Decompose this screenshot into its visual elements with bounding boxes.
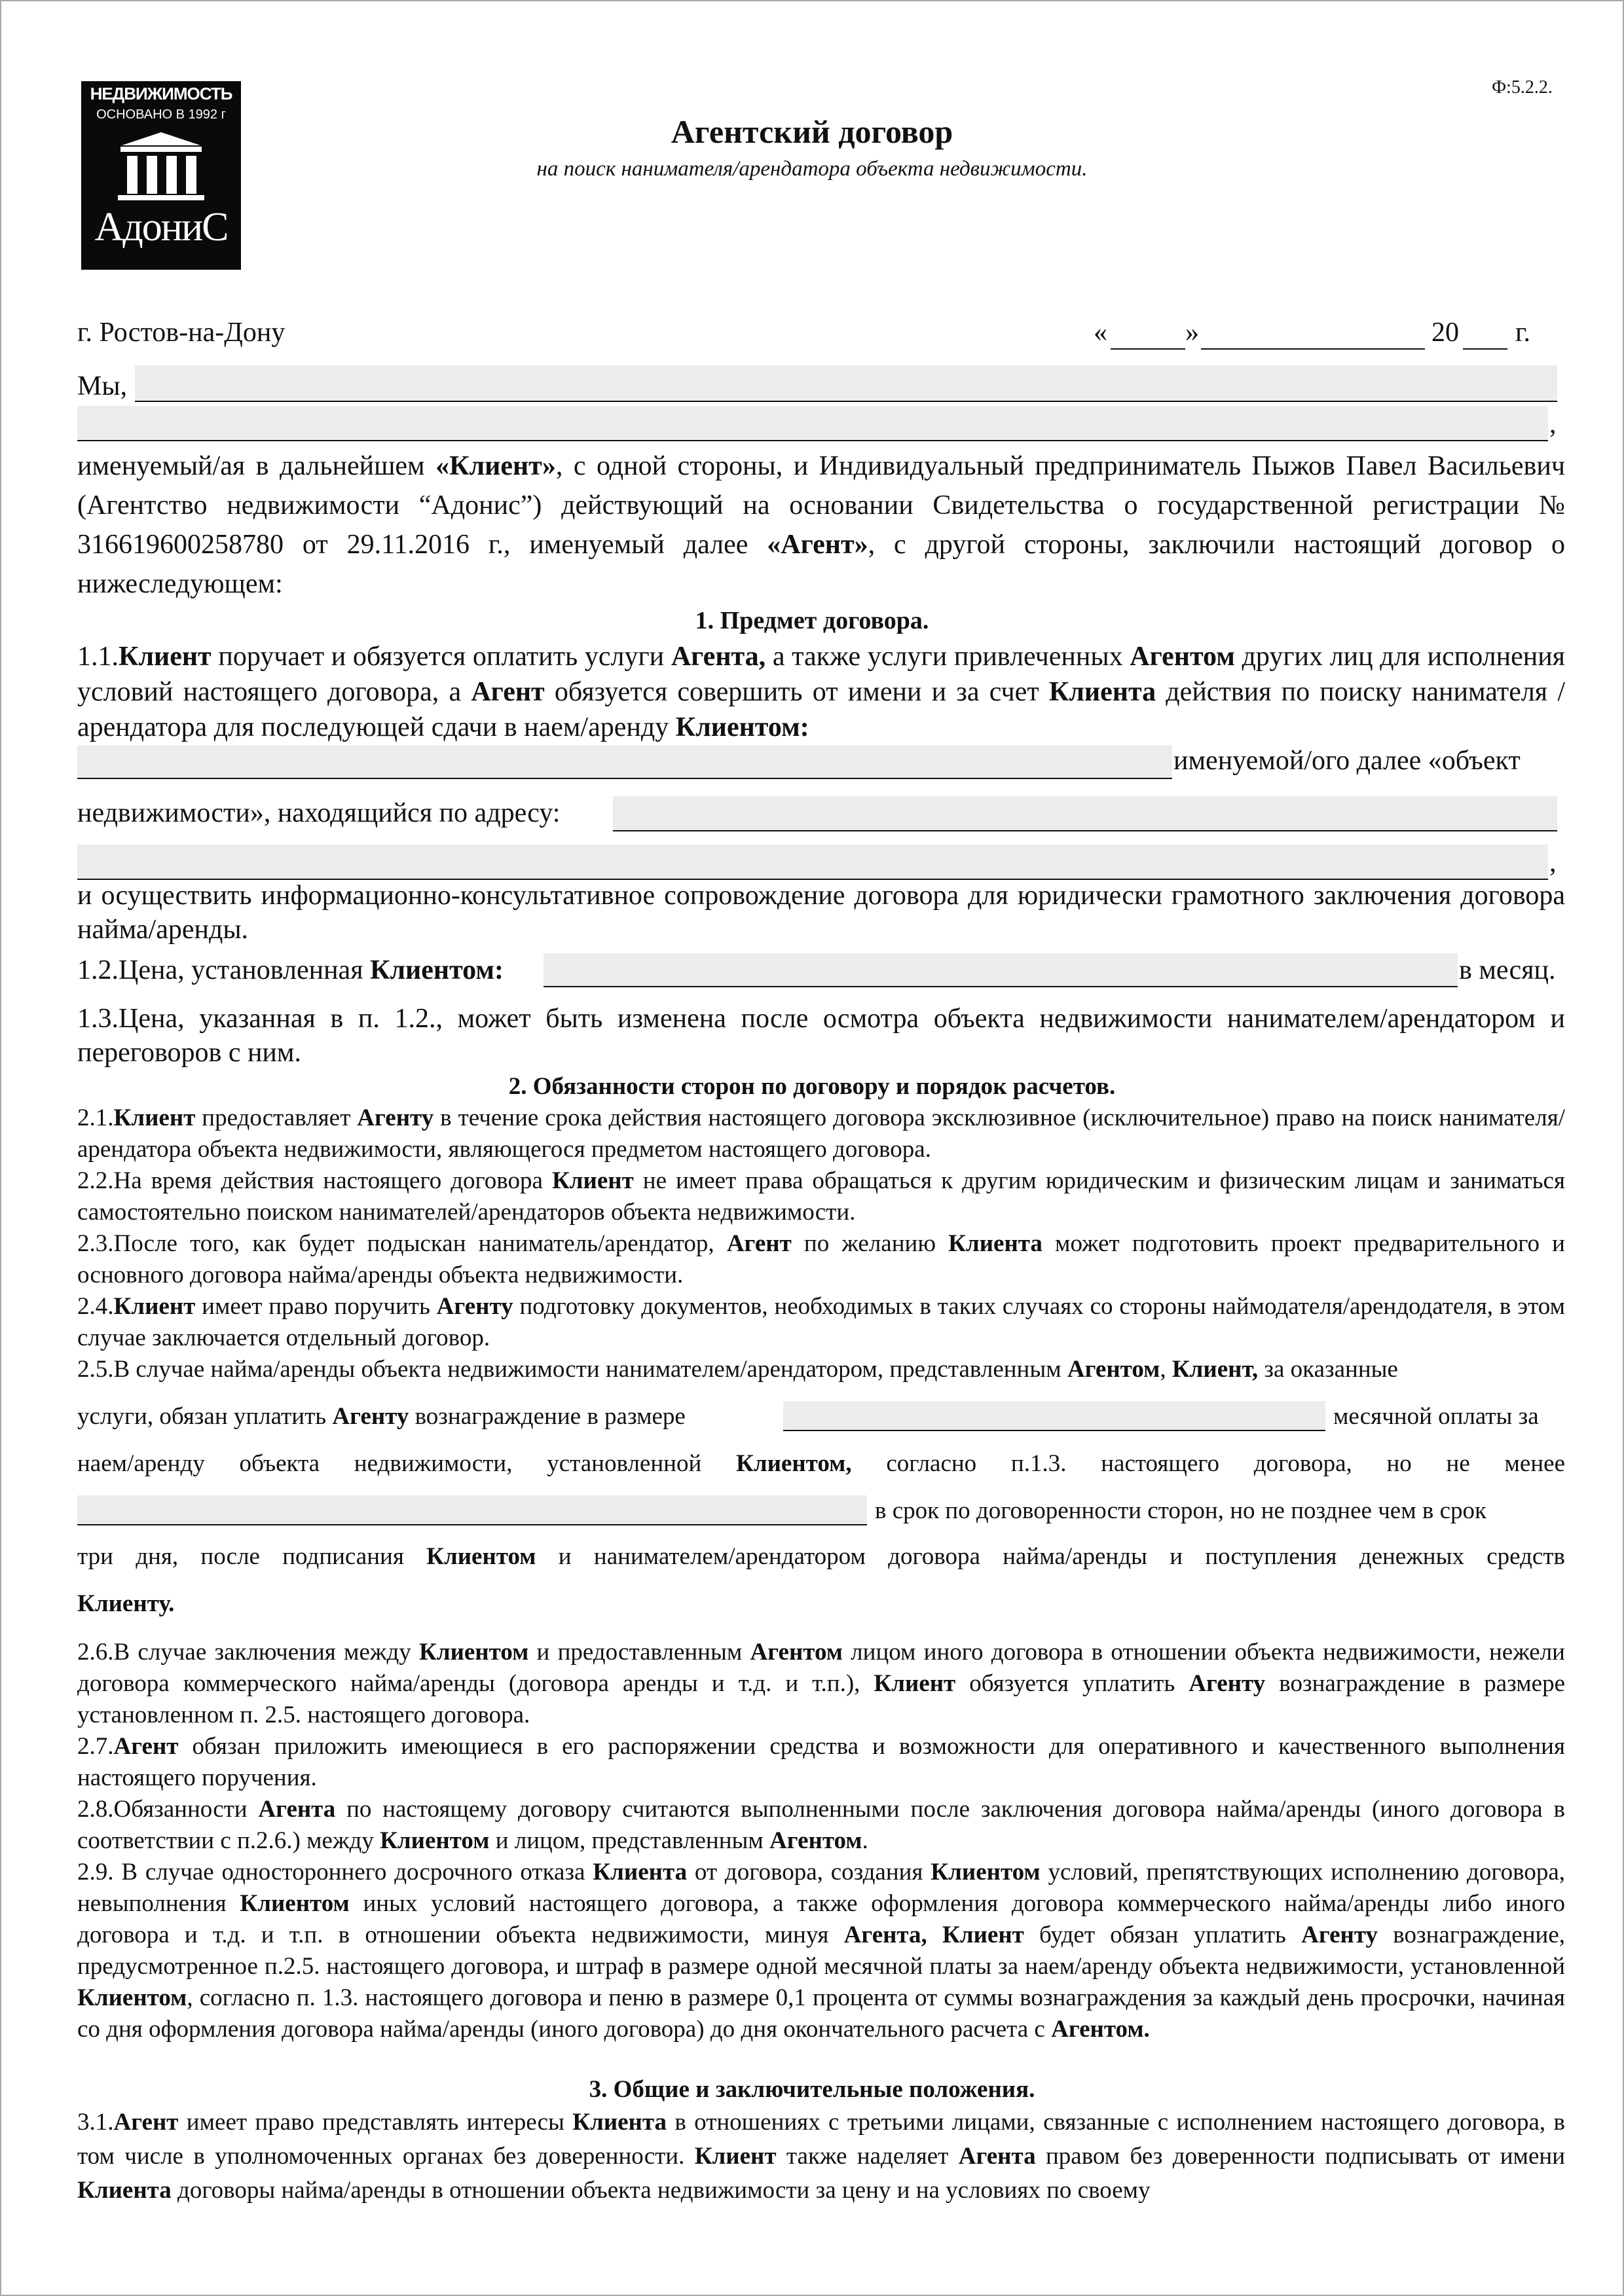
section-1-title: 1. Предмет договора. xyxy=(695,607,929,634)
clause-2-5-line2c: месячной оплаты за xyxy=(1333,1403,1539,1430)
clause-2-5-line4: в срок по договоренности сторон, но не позднее чем в срок xyxy=(875,1497,1487,1524)
clause-2-5-line5: три дня, после подписания Клиентом и нанимателем/арендатором договора найма/аренды и поступления денежных средств xyxy=(77,1543,1565,1570)
clause-2-5-line2a: услуги, обязан уплатить Агенту вознаграждение в размере xyxy=(77,1403,686,1430)
section-2-title: 2. Обязанности сторон по договору и порядок расчетов. xyxy=(508,1073,1116,1100)
section-3-title: 3. Общие и заключительные положения. xyxy=(589,2076,1035,2103)
object-type-field[interactable] xyxy=(77,745,1172,779)
date-year-prefix: 20 xyxy=(1431,318,1459,348)
comma: , xyxy=(1549,409,1557,439)
date-open-quote: « xyxy=(1094,318,1107,348)
date-year-suffix: г. xyxy=(1515,318,1530,348)
clause-2-3: 2.3.После того, как будет подыскан наниматель/арендатор, Агент по желанию Клиента может подготовить проект предварительного и основного договора найма/аренды объекта недвижимости. xyxy=(77,1230,1565,1288)
clause-2-5-line1: 2.5.В случае найма/аренды объекта недвижимости нанимателем/арендатором, представленным Агентом, Клиент, за оказанные xyxy=(77,1356,1398,1383)
clause-2-9: 2.9. В случае одностороннего досрочного отказа Клиента от договора, создания Клиентом условий, препятствующих исполнению договора, невыполнения Клиентом иных условий настоящего договора, а также оформления договора коммерческого найма/аренды либо иного договора и т.д. и т.п. в отношении объекта недвижимости, минуя Агента, Клиент будет обязан уплатить Агенту вознаграждение, предусмотренное п.2.5. настоящего договора, и штраф в размере одной месячной платы за наем/аренду объекта недвижимости, установленной Клиентом, согласно п. 1.3. настоящего договора и пеню в размере 0,1 процента от суммы вознаграждения за каждый день просрочки, начиная со дня оформления договора найма/аренды (иного договора) до дня окончательного расчета с Агентом. xyxy=(77,1859,1565,2043)
logo-line1: НЕДВИЖИМОСТЬ xyxy=(90,84,232,103)
city: г. Ростов-на-Дону xyxy=(77,318,286,348)
reward-amount-field[interactable] xyxy=(783,1401,1325,1431)
clause-3-1: 3.1.Агент имеет право представлять интересы Клиента в отношениях с третьими лицами, связанные с исполнением настоящего договора, в том числе в уполномоченных органах без доверенности. Клиент также наделяет Агента правом без доверенности подписывать от имени Клиента договоры найма/аренды в отношении объекта недвижимости за цену и на условиях по своему xyxy=(77,2109,1566,2204)
client-name-field-2[interactable] xyxy=(77,406,1548,441)
clause-2-5-line6: Клиенту. xyxy=(77,1590,175,1617)
logo-line2: ОСНОВАНО В 1992 г xyxy=(96,107,226,122)
address-field-1[interactable] xyxy=(613,796,1557,831)
logo-name: АдониС xyxy=(94,205,228,249)
clause-2-4: 2.4.Клиент имеет право поручить Агенту подготовку документов, необходимых в таких случаях со стороны наймодателя/арендодателя, в этом случае заключается отдельный договор. xyxy=(77,1293,1566,1351)
address-label: недвижимости», находящийся по адресу: xyxy=(77,798,561,828)
we-label: Мы, xyxy=(77,371,128,401)
clause-2-8: 2.8.Обязанности Агента по настоящему договору считаются выполненными после заключения договора найма/аренды (иного договора в соответствии с п.2.6.) между Клиентом и лицом, представленным Агентом. xyxy=(77,1796,1565,1854)
clause-2-5-line3: наем/аренду объекта недвижимости, установленной Клиентом, согласно п.1.3. настоящего договора, но не менее xyxy=(77,1450,1566,1477)
clause-1-1: 1.1.Клиент поручает и обязуется оплатить услуги Агента, а также услуги привлеченных Агентом других лиц для исполнения условий настоящего договора, а Агент обязуется совершить от имени и за счет Клиента действия по поиску нанимателя / арендатора для последующей сдачи в наем/аренду Клиентом: xyxy=(77,642,1566,742)
intro-paragraph: именуемый/ая в дальнейшем «Клиент», с одной стороны, и Индивидуальный предприниматель Пыжов Павел Васильевич (Агентство недвижимости “Адонис”) действующий на основании Свидетельства о государственной регистрации № 316619600258780 от 29.11.2016 г., именуемый далее «Агент», с другой стороны, заключили настоящий договор о нижеследующем: xyxy=(77,451,1565,599)
clause-1-3: 1.3.Цена, указанная в п. 1.2., может быть изменена после осмотра объекта недвижимости нанимателем/арендатором и переговоров с ним. xyxy=(77,1004,1565,1068)
comma-2: , xyxy=(1549,848,1557,878)
date-month-field[interactable] xyxy=(1201,316,1425,350)
object-named-text: именуемой/ого далее «объект xyxy=(1173,746,1521,776)
form-code: Ф:5.2.2. xyxy=(1492,77,1553,98)
date-close-quote: » xyxy=(1185,318,1199,348)
clause-2-7: 2.7.Агент обязан приложить имеющиеся в его распоряжении средства и возможности для оперативного и качественного выполнения настоящего поручения. xyxy=(77,1733,1565,1791)
price-field[interactable] xyxy=(544,953,1458,987)
clause-2-1: 2.1.Клиент предоставляет Агенту в течение срока действия настоящего договора эксклюзивное (исключительное) право на поиск нанимателя/арендатора объекта недвижимости, являющегося предметом настоящего договора. xyxy=(77,1104,1565,1163)
date-day-field[interactable] xyxy=(1111,316,1185,350)
document-subtitle: на поиск нанимателя/арендатора объекта недвижимости. xyxy=(536,157,1088,181)
address-field-2[interactable] xyxy=(77,845,1548,880)
document-title: Агентский договор xyxy=(671,113,953,150)
clause-1-2: 1.2.Цена, установленная Клиентом: xyxy=(77,955,504,985)
client-name-field-1[interactable] xyxy=(135,365,1557,402)
min-reward-field[interactable] xyxy=(77,1495,867,1525)
clause-2-2: 2.2.На время действия настоящего договора Клиент не имеет права обращаться к другим юридическим и физическим лицам и заниматься самостоятельно поиском нанимателей/арендаторов объекта недвижимости. xyxy=(77,1167,1565,1226)
info-support-text: и осуществить информационно-консультативное сопровождение договора для юридически грамотного заключения договора найма/аренды. xyxy=(77,881,1565,945)
per-month-text: в месяц. xyxy=(1459,955,1556,985)
date-year-field[interactable] xyxy=(1463,316,1507,350)
clause-2-6: 2.6.В случае заключения между Клиентом и предоставленным Агентом лицом иного договора в отношении объекта недвижимости, нежели договора коммерческого найма/аренды (договора аренды и т.д. и т.п.), Клиент обязуется уплатить Агенту вознаграждение в размере установленном п. 2.5. настоящего договора. xyxy=(77,1639,1565,1728)
